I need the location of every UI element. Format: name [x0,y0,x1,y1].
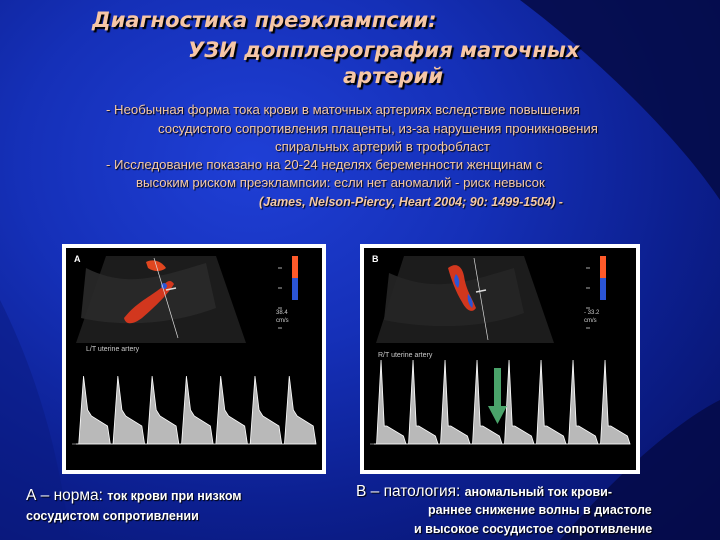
caption-a-line-1 [26,487,242,505]
scale-unit-a: cm/s [276,318,289,324]
title-line-1: Диагностика преэклампсии: [92,8,437,32]
spectral-waveform-a [76,376,316,444]
caption-b-line-3: и высокое сосудистое сопротивление [414,522,653,536]
scale-value-a: 38.4 [276,310,288,316]
caption-a-heading: А – норма: [26,487,108,504]
ultrasound-panel-a [62,244,326,474]
bullet-2-line-2: высоким риском преэклампсии: если нет аномалий - риск невысок [136,175,545,190]
doppler-screen-a [66,248,322,470]
doppler-screen-b [364,248,636,470]
bullet-1-line-1: - Необычная форма тока крови в маточных артериях вследствие повышения [106,102,580,117]
title-line-2: УЗИ допплерография маточных [188,38,580,62]
bullet-1-line-3: спиральных артерий в трофобласт [275,139,490,154]
scale-unit-b: cm/s [584,318,597,324]
panel-letter-b: B [372,254,379,264]
notch-arrow [488,368,507,424]
caption-a-line-2: сосудистом сопротивлении [26,509,199,523]
caption-b-line-2: раннее снижение волны в диастоле [428,503,652,517]
bullet-2-line-1: - Исследование показано на 20-24 неделях беременности женщинам с [106,157,543,172]
ultrasound-panel-b [360,244,640,474]
caption-b-line-1 [356,483,612,501]
citation: (James, Nelson-Piercy, Heart 2004; 90: 1499-1504) - [259,195,563,209]
bullet-1-line-2: сосудистого сопротивления плаценты, из-за нарушения проникновения [158,121,598,136]
panel-letter-a: A [74,254,81,264]
vessel-label-a: L/T uterine artery [86,346,140,353]
scale-value-b: - 33.2 [584,310,600,316]
vessel-label-b: R/T uterine artery [378,352,433,359]
caption-a-text-1: ток крови при низком [107,489,242,503]
spectral-waveform-b [374,360,630,444]
caption-b-text-1: аномальный ток крови- [464,485,613,499]
caption-b-heading: В – патология: [356,483,465,500]
title-line-3: артерий [343,64,444,88]
